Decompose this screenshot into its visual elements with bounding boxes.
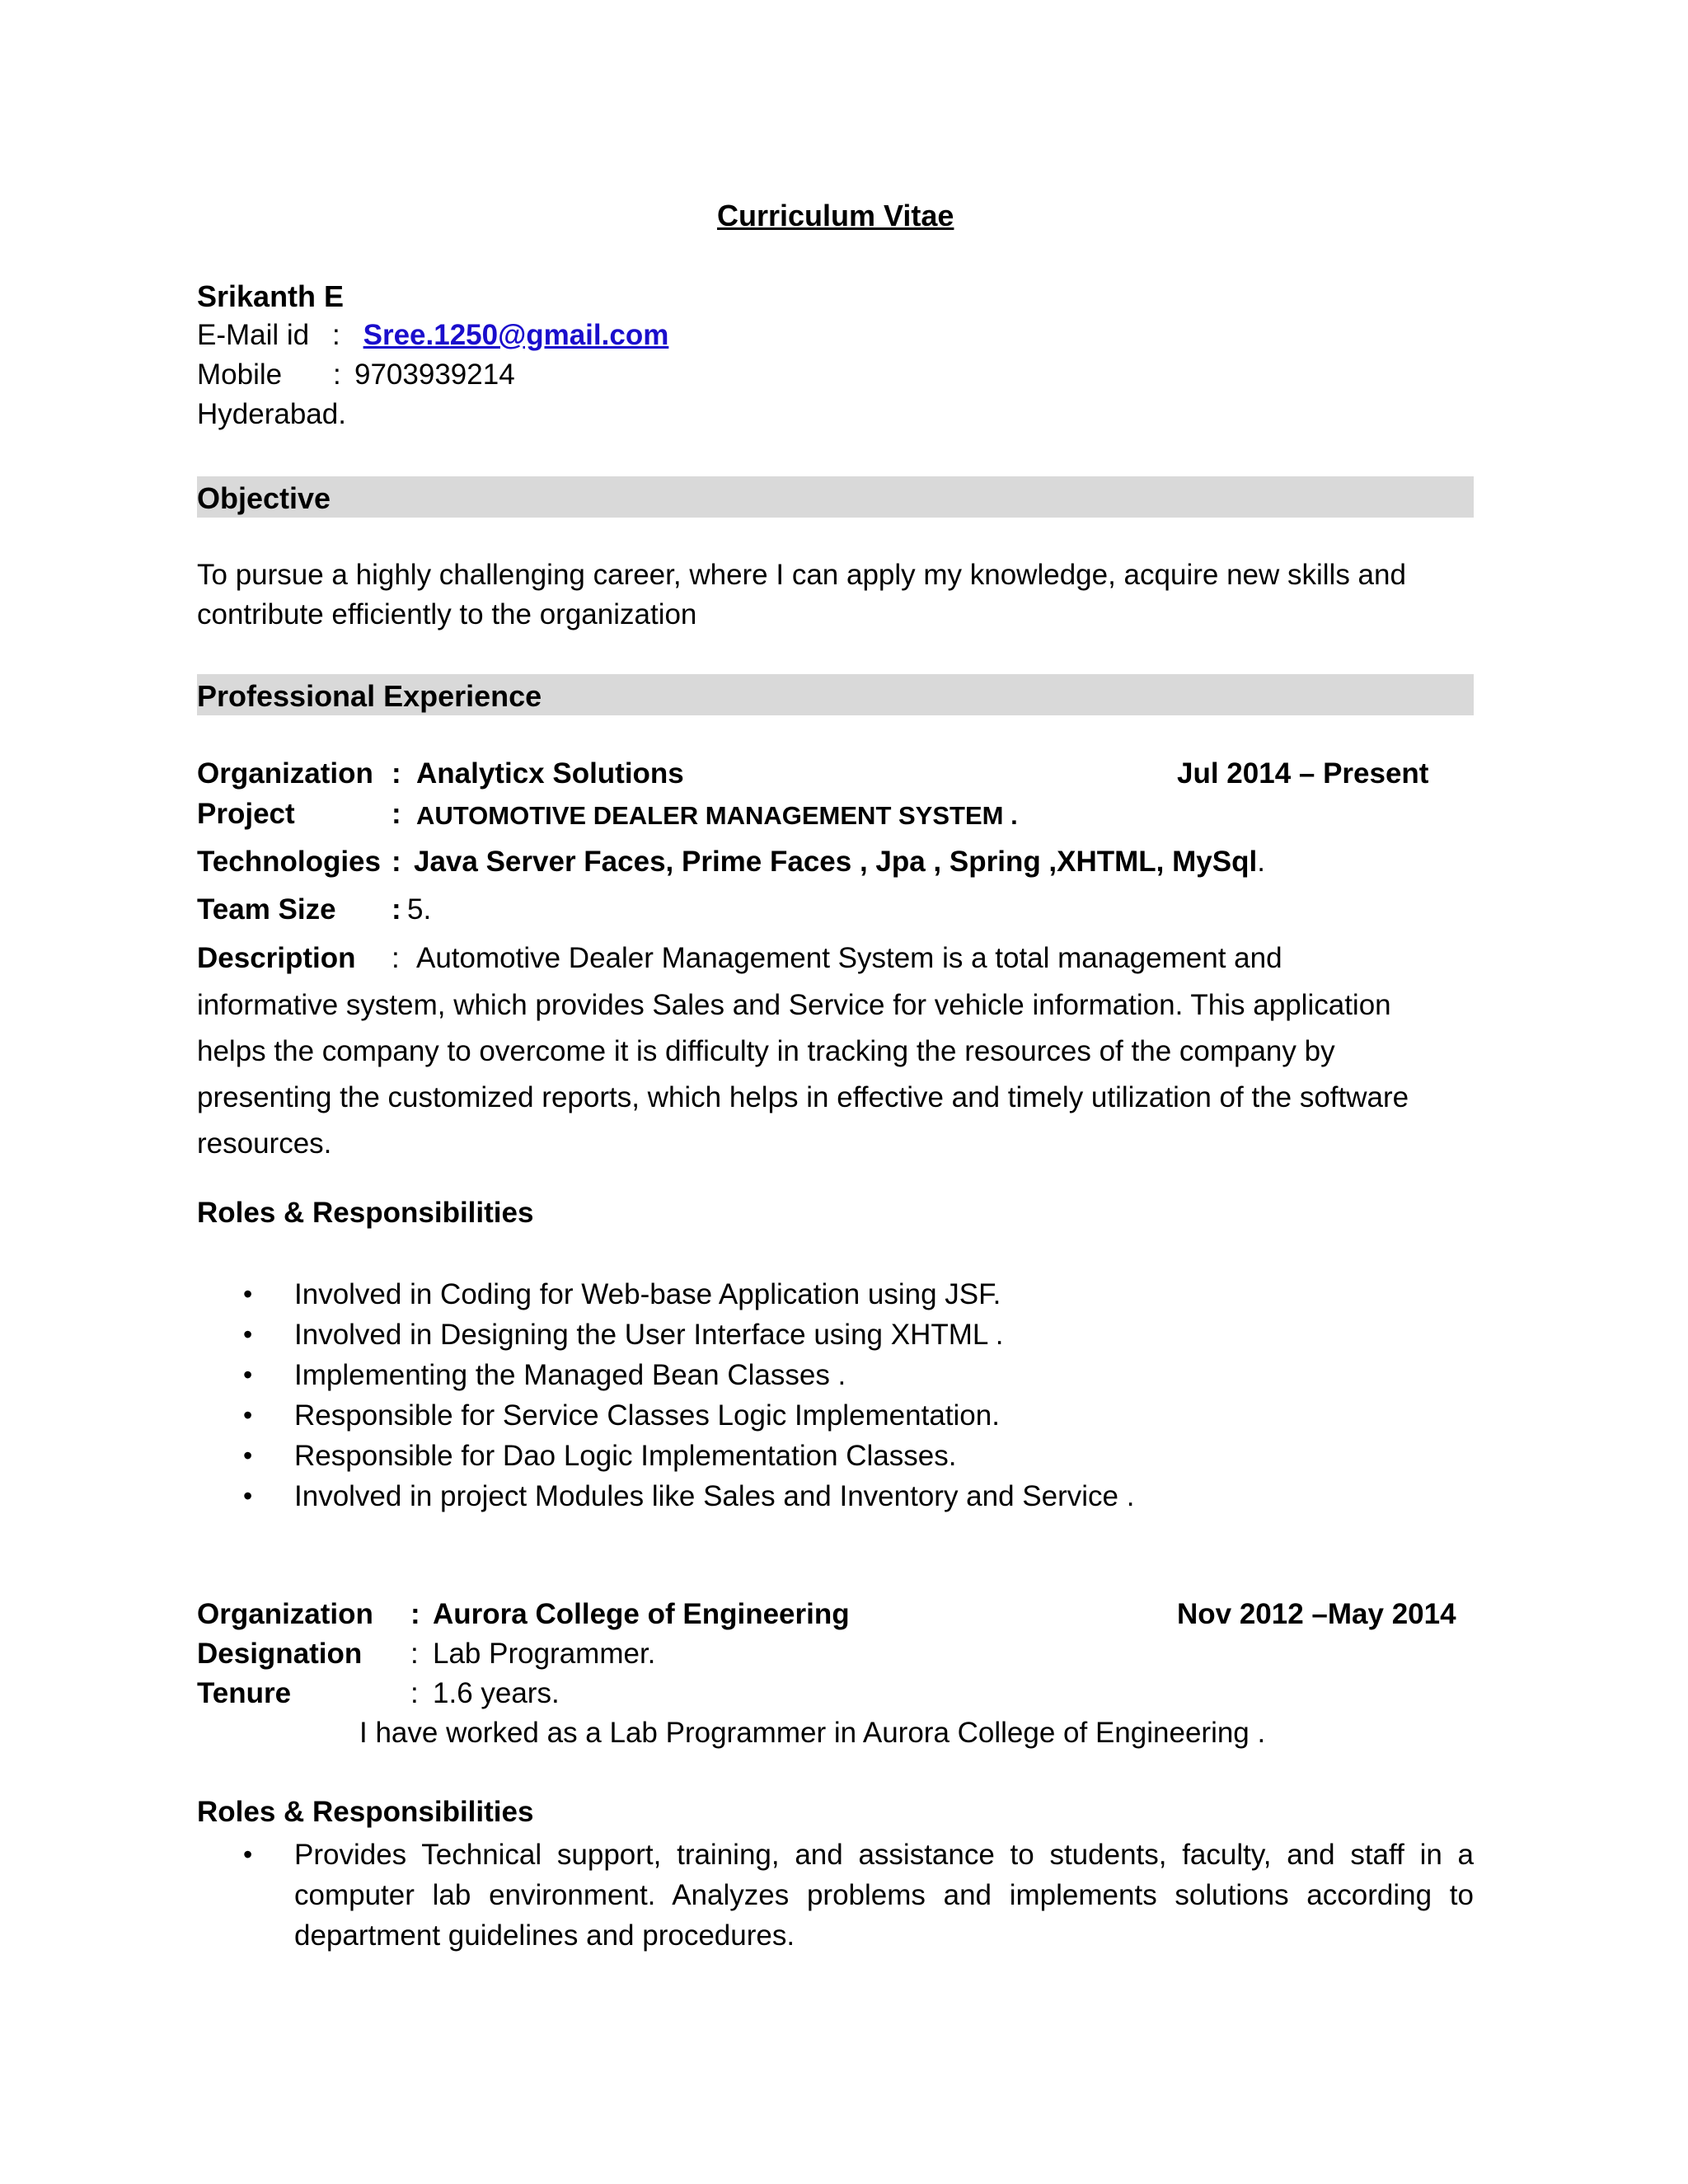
job2-designation-separator: : [410,1638,419,1670]
job1-desc-label: Description [197,942,356,974]
objective-text: To pursue a highly challenging career, where I can apply my knowledge, acquire new skills and contribute efficiently to the organization [197,559,1406,630]
job1-organization: Analyticx Solutions [416,757,684,790]
bullet-icon: • [243,1360,253,1390]
list-item: • Responsible for Dao Logic Implementation Classes. [197,1436,1474,1476]
email-link[interactable]: Sree.1250@gmail.com [363,319,669,351]
job2-organization: Aurora College of Engineering [433,1598,850,1630]
list-item: • Provides Technical support, training, and assistance to students, faculty, and staff in a computer lab environment. Analyzes problems and implements solutions according to department guidelines and procedures. [197,1835,1474,1956]
job2-tenure-label: Tenure [197,1677,292,1709]
job2-roles-list [197,1835,1474,1956]
mobile-separator: : [333,359,341,391]
job2-designation: Lab Programmer. [433,1638,656,1670]
email-label: E-Mail id [197,319,310,351]
job1-dates: Jul 2014 – Present [1177,757,1429,790]
job1-org-separator: : [392,757,401,790]
job1-tech-separator: : [392,846,401,878]
job1-roles-list [197,1274,1474,1516]
job2-roles-heading: Roles & Responsibilities [197,1796,534,1828]
job1-tech-label: Technologies [197,846,381,878]
bullet-icon: • [243,1319,253,1349]
bullet-icon: • [243,1481,253,1511]
job2-summary: I have worked as a Lab Programmer in Aurora College of Engineering . [359,1717,1266,1749]
job1-team-size: 5. [407,893,432,926]
job1-roles-heading: Roles & Responsibilities [197,1197,534,1229]
bullet-icon: • [243,1400,253,1430]
job1-project-label: Project [197,798,295,830]
list-item: • Responsible for Service Classes Logic Implementation. [197,1395,1474,1436]
list-item: • Involved in project Modules like Sales and Inventory and Service . [197,1476,1474,1516]
mobile-number: 9703939214 [354,359,515,391]
job2-org-label: Organization [197,1598,373,1630]
email-row [197,318,668,353]
bullet-icon: • [243,1279,253,1309]
job1-technologies-end: . [1257,846,1265,878]
job2-tenure-separator: : [410,1677,419,1709]
job1-org-label: Organization [197,757,373,790]
mobile-label: Mobile [197,359,283,391]
list-item: • Involved in Coding for Web-base Application using JSF. [197,1274,1474,1315]
objective-section-bar [197,476,1474,518]
job2-designation-label: Designation [197,1638,363,1670]
list-item: • Implementing the Managed Bean Classes . [197,1355,1474,1395]
job1-desc-separator: : [392,942,400,974]
experience-section-bar [197,674,1474,715]
job1-description-first: Automotive Dealer Management System is a total management and [416,942,1282,974]
job1-technologies: Java Server Faces, Prime Faces , Jpa , Spring ,XHTML, MySql [414,846,1258,878]
job1-project-separator: : [392,798,401,830]
experience-heading: Professional Experience [197,679,542,713]
list-item: • Involved in Designing the User Interface using XHTML . [197,1315,1474,1355]
job1-description: informative system, which provides Sales and Service for vehicle information. This application helps the company to overcome it is difficulty in tracking the resources of the company by presenting the customized reports, which helps in effective and timely utilization of the software resources. [197,989,1409,1160]
mobile-row [197,358,515,392]
candidate-name: Srikanth E [197,279,345,313]
job2-dates: Nov 2012 –May 2014 [1177,1598,1456,1630]
email-separator: : [332,319,340,351]
job1-technologies-row [414,845,1265,879]
city: Hyderabad. [197,398,346,430]
job2-tenure: 1.6 years. [433,1677,560,1709]
bullet-icon: • [243,1840,253,1869]
bullet-icon: • [243,1441,253,1470]
job2-org-separator: : [410,1598,420,1630]
page-title: Curriculum Vitae [717,199,954,232]
job1-project: AUTOMOTIVE DEALER MANAGEMENT SYSTEM . [416,801,1018,830]
job1-team-label: Team Size [197,893,336,926]
job1-team-separator: : [392,893,401,926]
objective-heading: Objective [197,481,331,515]
